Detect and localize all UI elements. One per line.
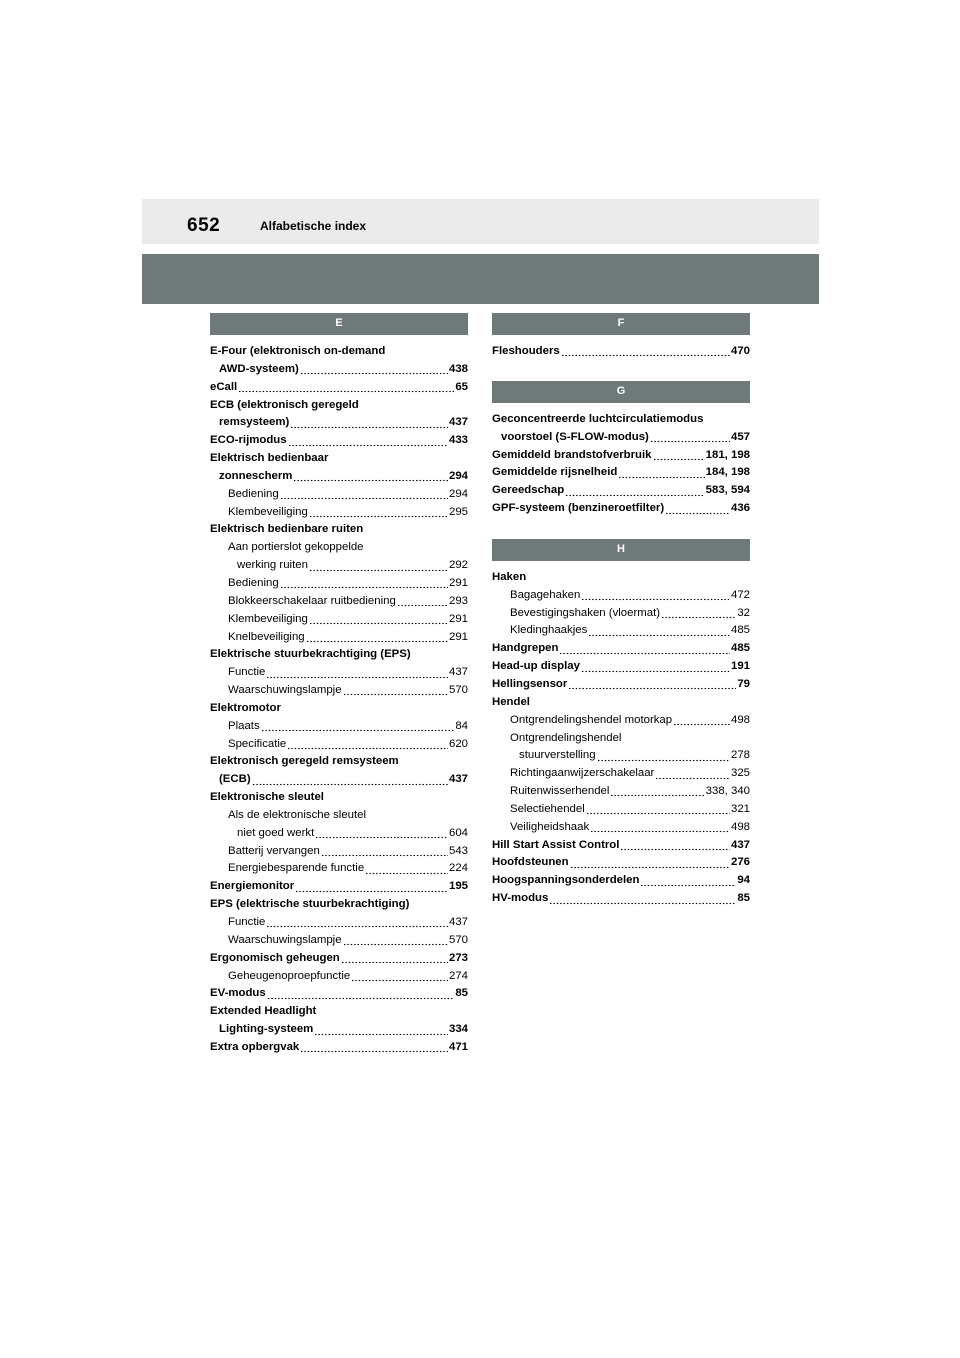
index-entry-page: 620 bbox=[448, 737, 468, 750]
index-entry-page: 437 bbox=[448, 916, 468, 928]
index-entry-page: 79 bbox=[737, 677, 750, 690]
index-entry-page: 321 bbox=[730, 802, 750, 815]
index-entry bbox=[492, 569, 750, 587]
index-entry bbox=[492, 676, 750, 694]
index-entry bbox=[492, 587, 750, 605]
index-entry-term: Elektrisch bedienbaar bbox=[210, 452, 329, 465]
index-entry-page: 85 bbox=[455, 987, 468, 1000]
index-entry-page: 604 bbox=[448, 826, 468, 839]
index-entry-term: Ruitenwisserhendel bbox=[510, 785, 610, 798]
index-entry bbox=[210, 468, 468, 486]
dot-leader bbox=[581, 663, 730, 673]
dot-leader bbox=[559, 645, 730, 655]
index-entry bbox=[492, 730, 750, 748]
page-header bbox=[142, 199, 819, 244]
index-entry bbox=[492, 605, 750, 623]
index-entry-term: ECB (elektronisch geregeld bbox=[210, 398, 359, 411]
index-entry-page: 543 bbox=[448, 844, 468, 857]
index-entry-term: Extra opbergvak bbox=[210, 1040, 300, 1053]
index-entry bbox=[210, 521, 468, 539]
dot-leader bbox=[588, 627, 730, 637]
dot-leader bbox=[266, 669, 448, 679]
dot-leader bbox=[561, 348, 730, 358]
dot-leader bbox=[620, 841, 730, 851]
index-entry-page: 472 bbox=[730, 588, 750, 601]
index-entry-page: 276 bbox=[730, 856, 750, 869]
index-entry bbox=[210, 896, 468, 914]
index-entry-term: Bagagehaken bbox=[510, 588, 581, 601]
index-entry-term: EPS (elektrische stuurbekrachtiging) bbox=[210, 898, 410, 911]
dot-leader bbox=[343, 937, 448, 947]
index-entry-term: Energiebesparende functie bbox=[228, 862, 365, 875]
index-entry-page: 274 bbox=[448, 969, 468, 982]
index-entry-term: Hendel bbox=[492, 695, 530, 708]
index-entry-term: Waarschuwingslampje bbox=[228, 684, 342, 697]
entries-G bbox=[492, 411, 750, 518]
index-entry-page: 436 bbox=[730, 502, 750, 515]
index-entry-term: Ergonomisch geheugen bbox=[210, 951, 340, 964]
index-entry-page: 485 bbox=[730, 642, 750, 655]
index-entry-term: GPF-systeem (benzineroetfilter) bbox=[492, 502, 665, 515]
entries-E bbox=[210, 343, 468, 1057]
dot-leader bbox=[397, 598, 448, 608]
dot-leader bbox=[287, 740, 448, 750]
index-entry-term: remsysteem) bbox=[219, 416, 290, 429]
index-entry bbox=[210, 718, 468, 736]
section-G bbox=[492, 381, 750, 518]
index-entry bbox=[492, 837, 750, 855]
index-entry-page: 570 bbox=[448, 684, 468, 697]
index-entry-term: Knelbeveiliging bbox=[228, 630, 305, 643]
index-entry-page: 273 bbox=[448, 951, 468, 964]
index-entry bbox=[210, 736, 468, 754]
index-entry-page: 498 bbox=[730, 820, 750, 833]
index-entry-page: 325 bbox=[730, 767, 750, 780]
index-entry-term: Gemiddelde rijsnelheid bbox=[492, 466, 618, 479]
index-entry bbox=[210, 914, 468, 932]
index-entry-page: 438 bbox=[448, 362, 468, 375]
index-entry bbox=[210, 575, 468, 593]
index-entry bbox=[210, 611, 468, 629]
index-entry bbox=[492, 890, 750, 908]
index-entry-page: 583, 594 bbox=[705, 484, 750, 497]
index-entry bbox=[210, 361, 468, 379]
index-entry-term: Gereedschap bbox=[492, 484, 565, 497]
dot-leader bbox=[610, 788, 704, 798]
dot-leader bbox=[252, 776, 448, 786]
dot-leader bbox=[661, 609, 736, 619]
index-entry-term: werking ruiten bbox=[237, 559, 308, 572]
index-entry bbox=[492, 801, 750, 819]
section-E bbox=[210, 313, 468, 1057]
index-entry bbox=[492, 343, 750, 361]
index-entry bbox=[492, 872, 750, 890]
index-entry-page: 94 bbox=[737, 874, 750, 887]
index-entry bbox=[210, 1039, 468, 1057]
dot-leader bbox=[351, 972, 448, 982]
index-entry-term: Geconcentreerde luchtcirculatiemodus bbox=[492, 412, 704, 425]
dot-leader bbox=[321, 847, 448, 857]
dot-leader bbox=[295, 883, 448, 893]
dot-leader bbox=[293, 473, 448, 483]
index-entry-page: 224 bbox=[448, 862, 468, 875]
index-entry-page: 291 bbox=[448, 612, 468, 625]
index-entry-term: Hoogspanningsonderdelen bbox=[492, 874, 640, 887]
index-entry-term: Elektromotor bbox=[210, 701, 281, 714]
dot-leader bbox=[300, 1044, 448, 1054]
index-entry-term: Energiemonitor bbox=[210, 880, 295, 893]
index-entry bbox=[210, 700, 468, 718]
index-entry bbox=[210, 878, 468, 896]
index-column-left bbox=[210, 313, 468, 1057]
dot-leader bbox=[570, 859, 730, 869]
index-entry bbox=[492, 854, 750, 872]
index-entry bbox=[210, 789, 468, 807]
index-entry bbox=[210, 379, 468, 397]
index-entry bbox=[492, 819, 750, 837]
index-entry bbox=[210, 432, 468, 450]
index-entry-term: Haken bbox=[492, 570, 527, 583]
section-letter-F: F bbox=[492, 313, 750, 335]
index-entry bbox=[210, 1003, 468, 1021]
dot-leader bbox=[306, 633, 448, 643]
index-entry bbox=[210, 450, 468, 468]
index-entry-term: Elektronische sleutel bbox=[210, 791, 324, 804]
index-entry-term: Geheugenoproepfunctie bbox=[228, 969, 351, 982]
index-entry bbox=[492, 658, 750, 676]
index-entry-page: 32 bbox=[737, 606, 750, 619]
index-entry-term: Ontgrendelingshendel motorkap bbox=[510, 713, 673, 726]
dot-leader bbox=[673, 717, 730, 727]
index-entry bbox=[210, 860, 468, 878]
index-entry-term: Elektrisch bedienbare ruiten bbox=[210, 523, 364, 536]
index-entry bbox=[210, 414, 468, 432]
dot-leader bbox=[266, 919, 448, 929]
index-entry-term: Kledinghaakjes bbox=[510, 624, 588, 637]
index-entry bbox=[210, 593, 468, 611]
index-entry-page: 498 bbox=[730, 713, 750, 726]
index-entry bbox=[210, 985, 468, 1003]
index-entry-term: voorstoel (S-FLOW-modus) bbox=[501, 430, 649, 443]
index-entry-page: 437 bbox=[730, 838, 750, 851]
index-entry-term: Specificatie bbox=[228, 737, 287, 750]
index-entry-term: zonnescherm bbox=[219, 469, 293, 482]
dot-leader bbox=[309, 562, 448, 572]
index-entry bbox=[210, 753, 468, 771]
index-entry bbox=[492, 411, 750, 429]
dot-leader bbox=[343, 687, 448, 697]
index-entry bbox=[210, 968, 468, 986]
dot-leader bbox=[261, 723, 455, 733]
index-entry bbox=[210, 664, 468, 682]
index-entry-term: Bediening bbox=[228, 487, 279, 500]
index-entry-term: Hill Start Assist Control bbox=[492, 838, 620, 851]
index-entry bbox=[210, 557, 468, 575]
page-title: Alfabetische index bbox=[260, 219, 367, 233]
index-entry-term: Functie bbox=[228, 916, 266, 928]
index-entry-page: 471 bbox=[448, 1040, 468, 1053]
dot-leader bbox=[590, 824, 730, 834]
section-letter-H: H bbox=[492, 539, 750, 561]
index-entry-page: 195 bbox=[448, 880, 468, 893]
index-entry-term: Gemiddeld brandstofverbruik bbox=[492, 448, 652, 461]
index-entry-page: 437 bbox=[448, 773, 468, 786]
index-entry-term: Extended Headlight bbox=[210, 1005, 317, 1018]
dot-leader bbox=[288, 437, 448, 447]
entries-F bbox=[492, 343, 750, 361]
dot-leader bbox=[665, 505, 730, 515]
index-entry-page: 291 bbox=[448, 576, 468, 589]
section-F bbox=[492, 313, 750, 361]
dot-leader bbox=[238, 384, 454, 394]
index-entry-term: eCall bbox=[210, 380, 238, 393]
dot-leader bbox=[290, 419, 448, 429]
dot-leader bbox=[300, 366, 448, 376]
dot-leader bbox=[341, 955, 448, 965]
index-entry-page: 457 bbox=[730, 430, 750, 443]
index-entry-page: 470 bbox=[730, 345, 750, 357]
index-entry bbox=[210, 343, 468, 361]
index-entry-term: Functie bbox=[228, 666, 266, 679]
index-entry-term: Blokkeerschakelaar ruitbediening bbox=[228, 594, 396, 607]
index-entry bbox=[492, 464, 750, 482]
index-entry-term: E-Four (elektronisch on-demand bbox=[210, 345, 386, 357]
index-entry bbox=[210, 539, 468, 557]
index-entry-term: Veiligheidshaak bbox=[510, 820, 590, 833]
index-entry-page: 291 bbox=[448, 630, 468, 643]
dot-leader bbox=[618, 469, 704, 479]
index-entry-term: Klembeveiliging bbox=[228, 505, 308, 518]
index-entry-term: Head-up display bbox=[492, 660, 580, 673]
index-entry bbox=[210, 629, 468, 647]
index-entry-page: 85 bbox=[737, 892, 750, 905]
dot-leader bbox=[586, 806, 730, 816]
index-entry-page: 294 bbox=[448, 487, 468, 500]
entries-H bbox=[492, 569, 750, 908]
index-entry bbox=[492, 429, 750, 447]
index-entry-page: 292 bbox=[448, 559, 468, 572]
index-entry-page: 295 bbox=[448, 505, 468, 518]
index-entry-term: Elektronisch geregeld remsysteem bbox=[210, 755, 399, 768]
dot-leader bbox=[650, 434, 730, 444]
index-entry-page: 293 bbox=[448, 594, 468, 607]
dot-leader bbox=[309, 508, 448, 518]
index-entry-page: 437 bbox=[448, 416, 468, 429]
index-entry-term: stuurverstelling bbox=[519, 749, 596, 762]
index-entry-page: 437 bbox=[448, 666, 468, 679]
dot-leader bbox=[280, 491, 448, 501]
index-entry-term: Batterij vervangen bbox=[228, 844, 320, 857]
dot-leader bbox=[655, 770, 730, 780]
index-entry bbox=[210, 932, 468, 950]
index-entry-page: 485 bbox=[730, 624, 750, 637]
dot-leader bbox=[640, 877, 736, 887]
dot-leader bbox=[365, 865, 448, 875]
index-entry-term: Elektrische stuurbekrachtiging (EPS) bbox=[210, 648, 411, 661]
index-entry-term: niet goed werkt bbox=[237, 826, 315, 839]
index-entry-term: Klembeveiliging bbox=[228, 612, 308, 625]
index-entry bbox=[210, 843, 468, 861]
page-number: 652 bbox=[187, 215, 221, 236]
dot-leader bbox=[653, 451, 705, 461]
index-entry-term: Hoofdsteunen bbox=[492, 856, 569, 869]
dot-leader bbox=[315, 830, 448, 840]
index-entry-page: 338, 340 bbox=[705, 785, 750, 798]
index-entry bbox=[210, 682, 468, 700]
index-entry-page: 278 bbox=[730, 749, 750, 762]
index-entry bbox=[492, 765, 750, 783]
index-entry bbox=[210, 771, 468, 789]
index-entry-term: Selectiehendel bbox=[510, 802, 585, 815]
index-entry-term: (ECB) bbox=[219, 773, 251, 786]
index-entry-term: ECO-rijmodus bbox=[210, 434, 287, 447]
index-entry bbox=[492, 622, 750, 640]
index-entry bbox=[210, 807, 468, 825]
index-entry bbox=[492, 747, 750, 765]
index-entry-page: 84 bbox=[455, 719, 468, 732]
index-entry-term: EV-modus bbox=[210, 987, 266, 1000]
index-entry bbox=[492, 712, 750, 730]
index-entry-page: 181, 198 bbox=[705, 448, 750, 461]
index-entry bbox=[210, 646, 468, 664]
index-entry bbox=[210, 486, 468, 504]
index-entry-page: 294 bbox=[448, 469, 468, 482]
index-entry-term: Handgrepen bbox=[492, 642, 559, 655]
section-letter-G: G bbox=[492, 381, 750, 403]
index-entry-term: Ontgrendelingshendel bbox=[510, 731, 622, 744]
index-entry-page: 570 bbox=[448, 933, 468, 946]
index-entry-term: AWD-systeem) bbox=[219, 362, 299, 375]
dot-leader bbox=[568, 681, 736, 691]
index-entry-term: Waarschuwingslampje bbox=[228, 933, 342, 946]
index-entry bbox=[492, 783, 750, 801]
index-entry-term: Aan portierslot gekoppelde bbox=[228, 541, 364, 554]
index-entry-term: Bediening bbox=[228, 576, 279, 589]
index-entry bbox=[210, 825, 468, 843]
index-entry-term: Richtingaanwijzerschakelaar bbox=[510, 767, 655, 780]
dot-leader bbox=[309, 616, 448, 626]
header-band bbox=[142, 254, 819, 304]
index-entry-page: 184, 198 bbox=[705, 466, 750, 479]
dot-leader bbox=[314, 1026, 448, 1036]
index-entry bbox=[492, 640, 750, 658]
index-entry bbox=[210, 950, 468, 968]
index-entry bbox=[492, 447, 750, 465]
index-entry bbox=[492, 482, 750, 500]
dot-leader bbox=[280, 580, 448, 590]
index-entry-term: Als de elektronische sleutel bbox=[228, 808, 367, 821]
section-H bbox=[492, 539, 750, 908]
index-entry-term: HV-modus bbox=[492, 892, 549, 905]
dot-leader bbox=[549, 895, 736, 905]
dot-leader bbox=[581, 592, 730, 602]
index-entry bbox=[492, 694, 750, 712]
dot-leader bbox=[267, 990, 455, 1000]
index-column-right bbox=[492, 313, 750, 908]
index-entry-page: 191 bbox=[730, 660, 750, 673]
index-entry-term: Lighting-systeem bbox=[219, 1023, 314, 1036]
index-entry-term: Bevestigingshaken (vloermat) bbox=[510, 606, 661, 619]
index-entry-term: Hellingsensor bbox=[492, 677, 568, 690]
index-entry-term: Fleshouders bbox=[492, 345, 560, 357]
index-entry-page: 433 bbox=[448, 434, 468, 447]
index-entry-page: 334 bbox=[448, 1023, 468, 1036]
index-entry bbox=[492, 500, 750, 518]
index-entry-term: Plaats bbox=[228, 719, 260, 732]
section-letter-E: E bbox=[210, 313, 468, 335]
index-entry-page: 65 bbox=[455, 380, 468, 393]
dot-leader bbox=[565, 487, 704, 497]
index-entry bbox=[210, 1021, 468, 1039]
index-entry bbox=[210, 397, 468, 415]
dot-leader bbox=[597, 752, 730, 762]
index-entry bbox=[210, 504, 468, 522]
